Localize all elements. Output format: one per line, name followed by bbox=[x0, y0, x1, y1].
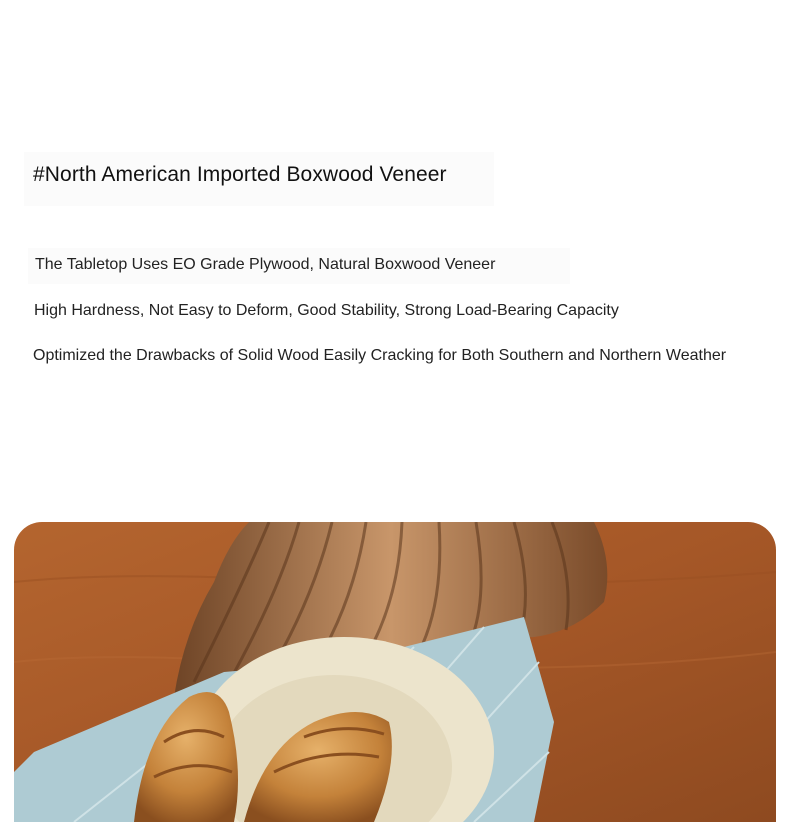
feature-text-veneer: The Tabletop Uses EO Grade Plywood, Natural Boxwood Veneer bbox=[35, 256, 496, 273]
feature-text-cracking: Optimized the Drawbacks of Solid Wood Easily Cracking for Both Southern and Northern Weather bbox=[33, 347, 727, 364]
product-photo-illustration bbox=[14, 522, 776, 822]
feature-text-hardness: High Hardness, Not Easy to Deform, Good Stability, Strong Load-Bearing Capacity bbox=[34, 302, 619, 319]
product-photo bbox=[14, 522, 776, 822]
section-heading: #North American Imported Boxwood Veneer bbox=[33, 163, 447, 186]
